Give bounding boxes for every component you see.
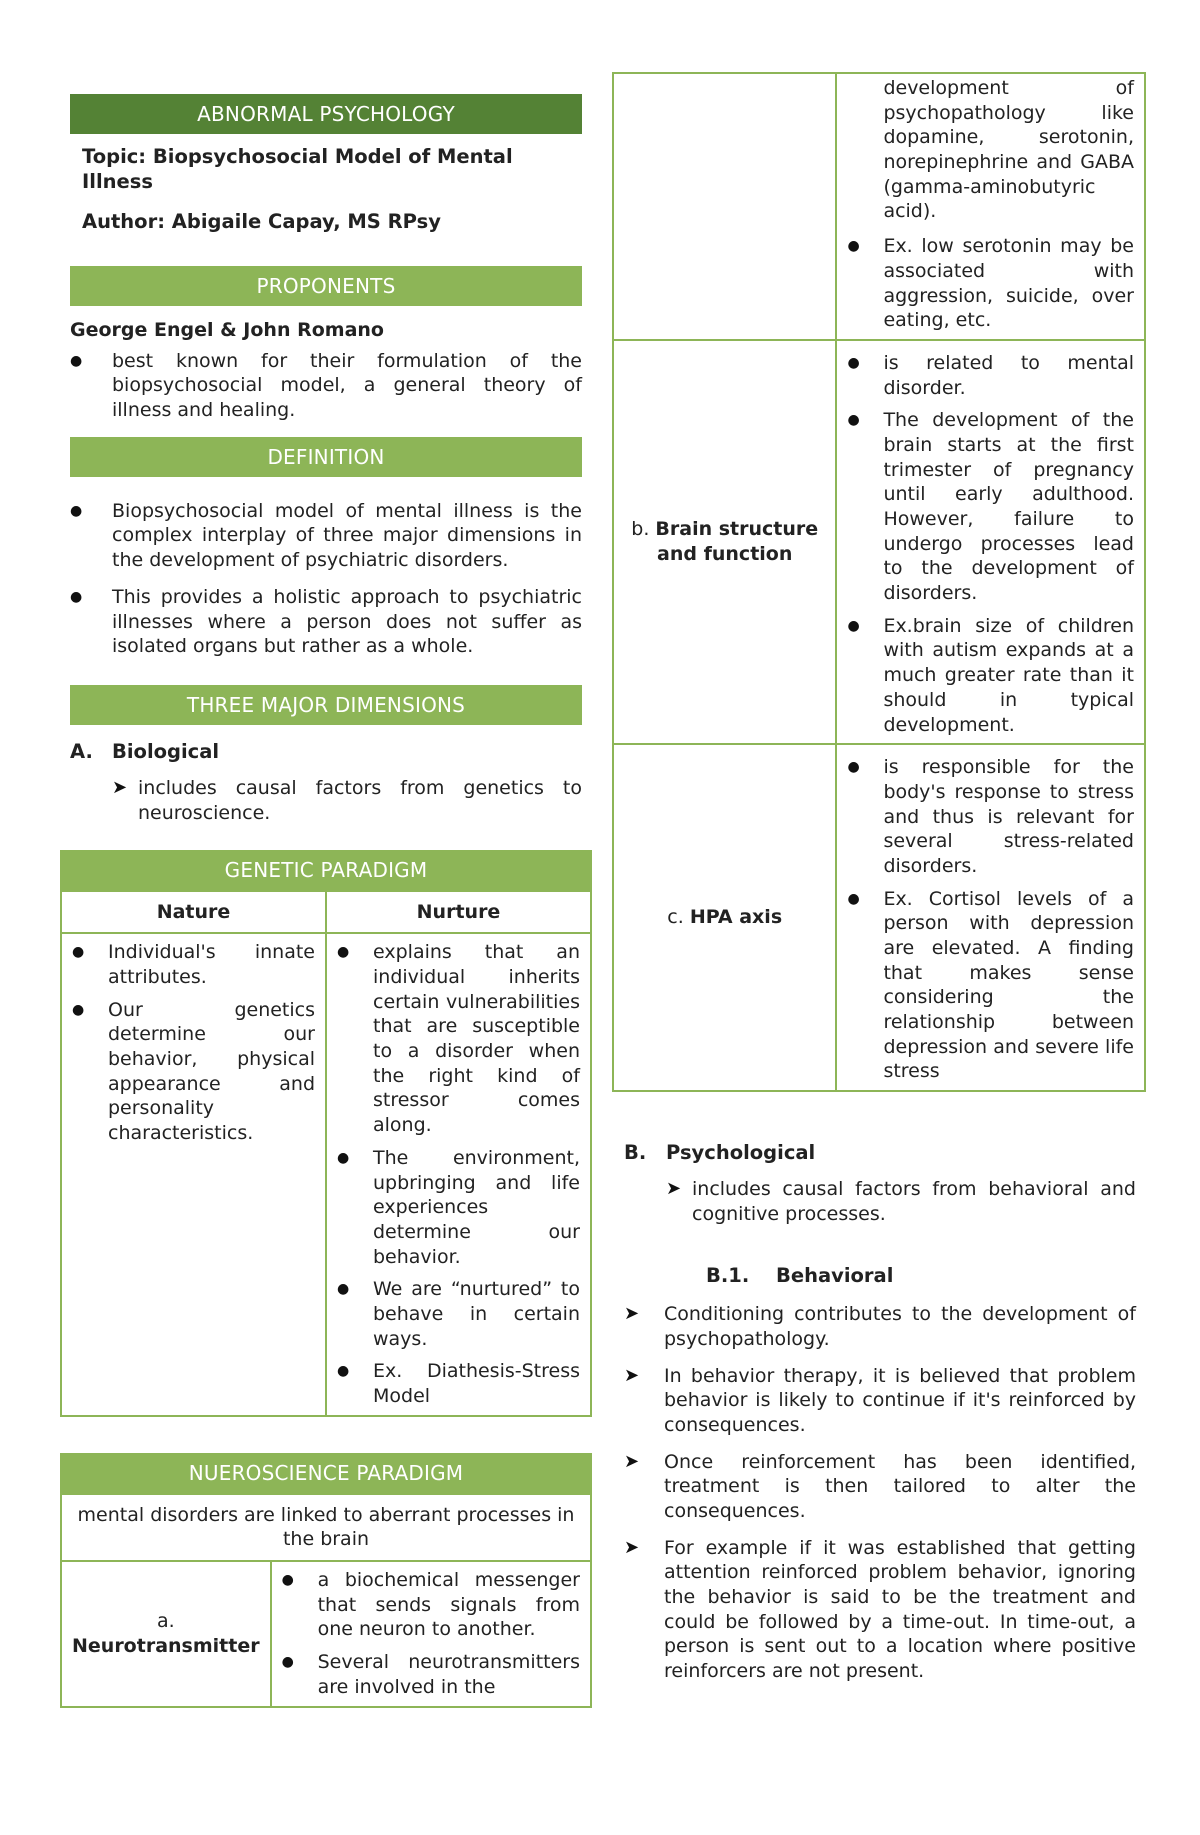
row-prefix: b. (631, 518, 650, 541)
list-item: ● explains that an individual inherits certain vulnerabilities that are susceptible to a disorder when the right kind of stressor comes along. (337, 940, 580, 1138)
nature-list (72, 940, 315, 1146)
list-item: ➤ includes causal factors from behavioral and cognitive processes. (666, 1177, 1136, 1226)
neuroscience-paradigm-block (60, 1453, 592, 1708)
list-item: ➤ Once reinforcement has been identified, treatment is then tailored to alter the consequences. (624, 1450, 1136, 1524)
row-label: Neurotransmitter (72, 1634, 260, 1657)
nature-header: Nature (61, 891, 326, 934)
biological-heading (70, 739, 582, 764)
hpa-axis-detail-cell (836, 744, 1145, 1091)
list-item: ● This provides a holistic approach to psychiatric illnesses where a person does not suffer as isolated organs but rather as a whole. (70, 585, 582, 659)
neuroscience-paradigm-band: NUEROSCIENCE PARADIGM (60, 1453, 592, 1493)
neurotransmitter-list-continued (847, 234, 1134, 333)
nurture-cell (326, 933, 591, 1415)
definition-band: DEFINITION (70, 437, 582, 477)
nature-cell (61, 933, 326, 1415)
brain-structure-label-cell (613, 340, 836, 744)
neuroscience-paradigm-table (60, 1493, 592, 1708)
list-item: ● is responsible for the body's response to stress and thus is relevant for several stress-related disorders. (847, 755, 1134, 878)
neuroscience-paradigm-table-continued (612, 72, 1146, 1092)
continued-text: development of psychopathology like dopamine, serotonin, norepinephrine and GABA (gamma-aminobutyric acid). (883, 77, 1134, 223)
topic-line: Topic: Biopsychosocial Model of Mental Illness (82, 145, 513, 194)
psychological-heading (624, 1140, 1136, 1165)
dimensions-band: THREE MAJOR DIMENSIONS (70, 685, 582, 725)
neuroscience-caption: mental disorders are linked to aberrant processes in the brain (61, 1494, 591, 1561)
genetic-paradigm-band: GENETIC PARADIGM (60, 850, 592, 890)
author-line: Author: Abigaile Capay, MS RPsy (82, 209, 441, 233)
list-item: ● The environment, upbringing and life experiences determine our behavior. (337, 1146, 580, 1269)
hpa-axis-label-cell (613, 744, 836, 1091)
list-item: ● Individual's innate attributes. (72, 940, 315, 989)
genetic-paradigm-table (60, 890, 592, 1417)
list-item: ➤ Conditioning contributes to the development of psychopathology. (624, 1302, 1136, 1351)
nurture-list (337, 940, 580, 1408)
list-item: ● Biopsychosocial model of mental illness is the complex interplay of three major dimensions in the development of psychiatric disorders. (70, 499, 582, 573)
list-item: ➤ includes causal factors from genetics to neuroscience. (112, 776, 582, 825)
list-item: ● Several neurotransmitters are involved in the (282, 1650, 580, 1699)
list-item: ● Ex. Diathesis-Stress Model (337, 1359, 580, 1408)
brain-structure-list (847, 351, 1134, 737)
row-label: Brain structure and function (655, 518, 819, 566)
definition-list (70, 499, 582, 659)
brain-structure-detail-cell (836, 340, 1145, 744)
list-item: ● a biochemical messenger that sends signals from one neuron to another. (282, 1568, 580, 1642)
genetic-paradigm-block (60, 850, 592, 1417)
list-item: ● We are “nurtured” to behave in certain ways. (337, 1277, 580, 1351)
list-item: ● Our genetics determine our behavior, physical appearance and personality characteristics. (72, 998, 315, 1146)
list-item: ● The development of the brain starts at the first trimester of pregnancy until early adulthood. However, failure to undergo processes lead to the development of disorders. (847, 408, 1134, 606)
neurotransmitter-detail-cell-continued (836, 73, 1145, 340)
heading-text: Behavioral (776, 1263, 894, 1287)
continued-label-cell (613, 73, 836, 340)
left-column (70, 94, 582, 1708)
hpa-axis-list (847, 755, 1134, 1084)
list-item: ● Ex. low serotonin may be associated with aggression, suicide, over eating, etc. (847, 234, 1134, 333)
heading-letter: B. (624, 1141, 647, 1165)
list-item: ● Ex.brain size of children with autism expands at a much greater rate than it should in typical development. (847, 614, 1134, 737)
list-item: ➤ In behavior therapy, it is believed that problem behavior is likely to continue if it's reinforced by consequences. (624, 1364, 1136, 1438)
heading-number: B.1. (706, 1263, 750, 1287)
right-column (612, 72, 1146, 1696)
proponents-list (70, 349, 582, 423)
heading-letter: A. (70, 739, 93, 763)
neurotransmitter-list (282, 1568, 580, 1699)
course-title-band: ABNORMAL PSYCHOLOGY (70, 94, 582, 134)
row-label: HPA axis (689, 906, 783, 929)
list-item: ➤ For example if it was established that getting attention reinforced problem behavior, ignoring the behavior is said to be the treatment and could be followed by a time-out. In time-out, a person is sent out to a location where positive reinforcers are not present. (624, 1536, 1136, 1684)
biological-desc-list (70, 776, 582, 825)
heading-text: Psychological (666, 1141, 816, 1165)
behavioral-heading (706, 1263, 1136, 1288)
row-prefix: a. (156, 1610, 175, 1633)
nurture-header: Nurture (326, 891, 591, 934)
psychological-desc-list (624, 1177, 1136, 1226)
neurotransmitter-label-cell (61, 1561, 271, 1706)
list-item: ● is related to mental disorder. (847, 351, 1134, 400)
row-prefix: c. (667, 906, 684, 929)
proponents-band: PROPONENTS (70, 266, 582, 306)
list-item: ● Ex. Cortisol levels of a person with depression are elevated. A finding that makes sense considering the relationship between depression and severe life stress (847, 887, 1134, 1085)
list-item: ● best known for their formulation of the biopsychosocial model, a general theory of illness and healing. (70, 349, 582, 423)
heading-text: Biological (112, 739, 220, 763)
psychological-section (612, 1140, 1146, 1684)
behavioral-list (624, 1302, 1136, 1684)
proponent-names: George Engel & John Romano (70, 319, 384, 342)
neurotransmitter-detail-cell (271, 1561, 591, 1706)
